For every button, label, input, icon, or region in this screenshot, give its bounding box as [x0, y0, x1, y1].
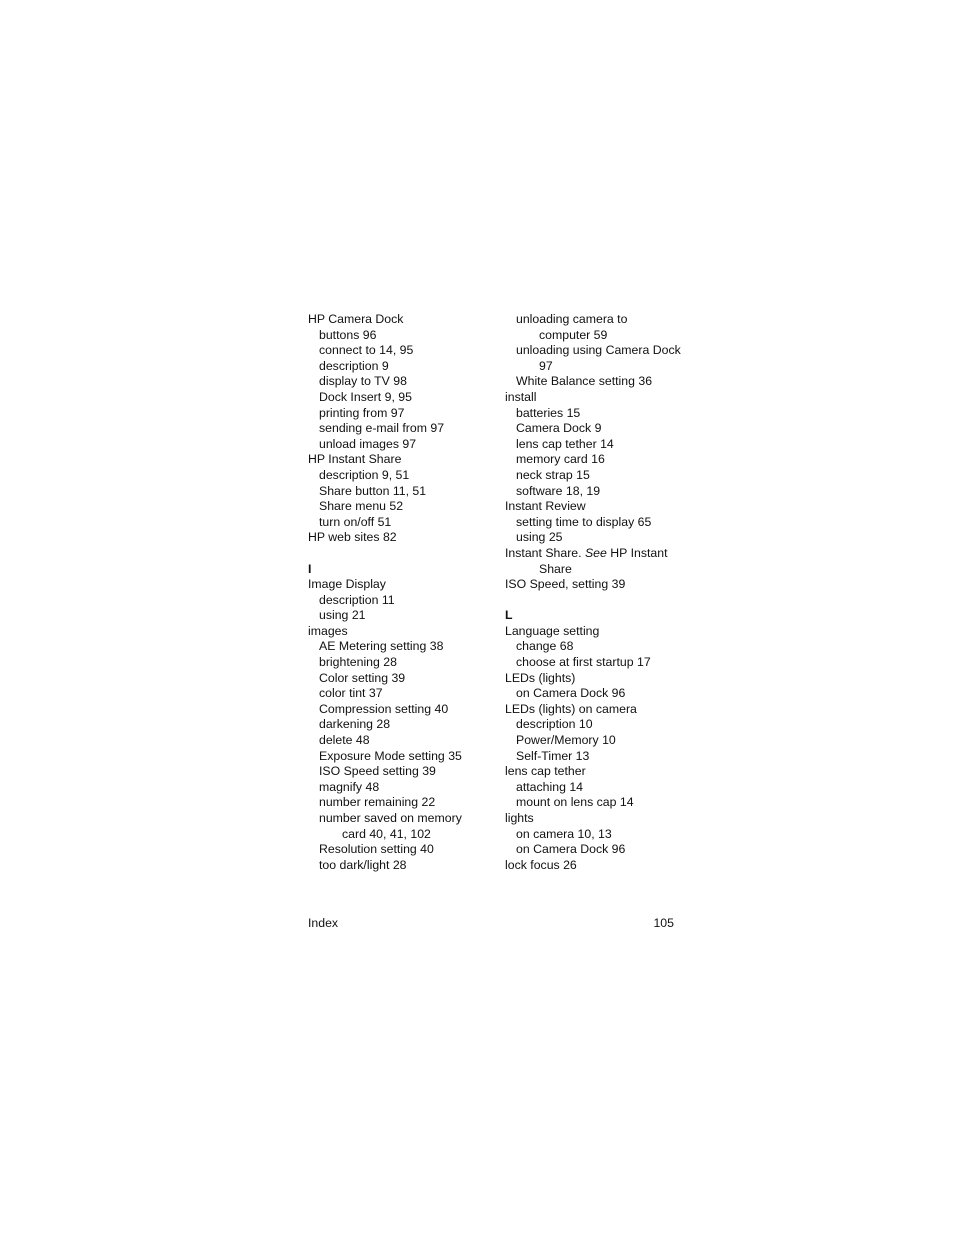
index-subentry: [505, 733, 680, 749]
index-continuation: [308, 827, 498, 843]
index-subentry: [308, 593, 498, 609]
index-entry-text: display to TV 98: [319, 374, 407, 389]
index-entry-text: card 40, 41, 102: [342, 826, 431, 841]
index-subentry: [308, 717, 498, 733]
index-main-entry: [505, 858, 680, 874]
index-subentry: [308, 733, 498, 749]
index-subentry: [505, 686, 680, 702]
index-subentry: [308, 406, 498, 422]
index-entry-text: ISO Speed, setting 39: [505, 577, 626, 592]
index-subentry: [308, 842, 498, 858]
index-entry-text: sending e-mail from 97: [319, 421, 445, 436]
index-subentry: [308, 484, 498, 500]
index-entry-text: Instant Share.: [505, 545, 585, 560]
index-subentry: [308, 421, 498, 437]
index-subentry: [505, 421, 680, 437]
index-entry-text: HP Instant Share: [308, 452, 402, 467]
index-subentry: [308, 468, 498, 484]
index-entry-text: using 25: [516, 530, 563, 545]
index-subentry: [505, 406, 680, 422]
index-entry-text: description 9, 51: [319, 467, 410, 482]
index-entry-text: color tint 37: [319, 686, 383, 701]
index-column-left: [308, 312, 498, 873]
index-subentry: [308, 608, 498, 624]
index-entry-text: 97: [539, 358, 553, 373]
index-main-entry: [505, 764, 680, 780]
index-subentry: [505, 374, 680, 390]
index-entry-text: Share button 11, 51: [319, 483, 427, 498]
index-subentry: [308, 343, 498, 359]
index-subentry: [308, 671, 498, 687]
index-entry-text: on Camera Dock 96: [516, 842, 626, 857]
index-entry-text: number remaining 22: [319, 795, 436, 810]
index-main-entry: [505, 671, 680, 687]
index-entry-text: brightening 28: [319, 655, 397, 670]
index-entry-text: on camera 10, 13: [516, 826, 612, 841]
index-entry-text: install: [505, 389, 537, 404]
index-subentry: [308, 499, 498, 515]
index-entry-text: L: [505, 608, 513, 623]
see-target: HP Instant: [606, 545, 668, 560]
index-subentry: [505, 452, 680, 468]
index-entry-text: magnify 48: [319, 779, 380, 794]
index-entry-text: White Balance setting 36: [516, 374, 653, 389]
index-subentry: [308, 655, 498, 671]
index-entry-text: neck strap 15: [516, 467, 590, 482]
index-entry-text: too dark/light 28: [319, 857, 407, 872]
index-entry-text: lens cap tether 14: [516, 436, 614, 451]
index-entry-text: lights: [505, 811, 534, 825]
index-subentry: [505, 312, 680, 328]
index-main-entry: [505, 546, 680, 562]
index-entry-text: Resolution setting 40: [319, 842, 434, 857]
index-subentry: [505, 343, 680, 359]
index-subentry: [308, 858, 498, 874]
footer-page-number: 105: [653, 916, 674, 930]
index-entry-text: buttons 96: [319, 327, 377, 342]
index-subentry: [505, 437, 680, 453]
index-entry-text: Dock Insert 9, 95: [319, 389, 412, 404]
index-section-letter: [308, 562, 498, 578]
index-entry-text: number saved on memory: [319, 811, 462, 825]
index-subentry: [505, 795, 680, 811]
index-continuation: [505, 562, 680, 578]
index-entry-text: setting time to display 65: [516, 514, 652, 529]
index-main-entry: [308, 624, 498, 640]
index-subentry: [308, 686, 498, 702]
index-entry-text: AE Metering setting 38: [319, 639, 444, 654]
index-entry-text: printing from 97: [319, 405, 405, 420]
index-main-entry: [505, 624, 680, 640]
index-subentry: [308, 639, 498, 655]
index-main-entry: [505, 577, 680, 593]
index-subentry: [308, 702, 498, 718]
index-subentry: [505, 842, 680, 858]
index-subentry: [308, 328, 498, 344]
index-subentry: [308, 795, 498, 811]
index-entry-text: Color setting 39: [319, 670, 406, 685]
index-entry-text: LEDs (lights) on camera: [505, 701, 637, 716]
index-subentry: [505, 515, 680, 531]
index-entry-text: HP Camera Dock: [308, 312, 404, 326]
index-entry-text: Share: [539, 561, 572, 576]
index-entry-text: LEDs (lights): [505, 670, 576, 685]
index-main-entry: [308, 577, 498, 593]
index-subentry: [505, 655, 680, 671]
index-subentry: [505, 484, 680, 500]
index-subentry: [505, 827, 680, 843]
index-entry-text: mount on lens cap 14: [516, 795, 634, 810]
index-entry-text: images: [308, 623, 348, 638]
index-subentry: [505, 780, 680, 796]
index-entry-text: unloading using Camera Dock: [516, 343, 681, 358]
index-section-letter: [505, 608, 680, 624]
index-subentry: [308, 749, 498, 765]
index-main-entry: [308, 530, 498, 546]
index-entry-text: HP web sites 82: [308, 530, 397, 545]
index-subentry: [308, 374, 498, 390]
index-entry-text: Language setting: [505, 623, 600, 638]
index-entry-text: software 18, 19: [516, 483, 601, 498]
index-entry-text: connect to 14, 95: [319, 343, 414, 358]
index-entry-text: change 68: [516, 639, 574, 654]
index-main-entry: [308, 312, 498, 328]
index-entry-text: attaching 14: [516, 779, 584, 794]
see-reference: See: [584, 545, 607, 560]
index-subentry: [505, 717, 680, 733]
index-entry-text: memory card 16: [516, 452, 605, 467]
index-subentry: [308, 390, 498, 406]
footer-section-label: Index: [308, 916, 339, 930]
index-subentry: [505, 639, 680, 655]
index-subentry: [308, 437, 498, 453]
index-continuation: [505, 328, 680, 344]
index-continuation: [505, 359, 680, 375]
index-main-entry: [505, 811, 680, 827]
index-subentry: [308, 359, 498, 375]
index-entry-text: unloading camera to: [516, 312, 628, 326]
index-entry-text: unload images 97: [319, 436, 417, 451]
index-subentry: [505, 749, 680, 765]
index-entry-text: darkening 28: [319, 717, 391, 732]
index-spacer: [505, 593, 680, 609]
index-entry-text: choose at first startup 17: [516, 655, 651, 670]
index-entry-text: turn on/off 51: [319, 514, 392, 529]
index-entry-text: computer 59: [539, 327, 608, 342]
index-main-entry: [505, 499, 680, 515]
index-entry-text: Camera Dock 9: [516, 421, 602, 436]
index-subentry: [308, 780, 498, 796]
index-spacer: [308, 546, 498, 562]
index-entry-text: Power/Memory 10: [516, 733, 616, 748]
index-entry-text: description 10: [516, 717, 593, 732]
index-subentry: [505, 530, 680, 546]
index-subentry: [308, 811, 498, 827]
index-entry-text: using 21: [319, 608, 366, 623]
index-entry-text: Compression setting 40: [319, 701, 449, 716]
index-entry-text: I: [308, 561, 312, 576]
index-entry-text: description 9: [319, 358, 389, 373]
index-entry-text: on Camera Dock 96: [516, 686, 626, 701]
index-entry-text: batteries 15: [516, 405, 581, 420]
index-entry-text: Self-Timer 13: [516, 748, 590, 763]
index-entry-text: Instant Review: [505, 499, 586, 514]
index-entry-text: lens cap tether: [505, 764, 586, 779]
index-entry-text: delete 48: [319, 733, 370, 748]
index-entry-text: Exposure Mode setting 35: [319, 748, 462, 763]
index-entry-text: Share menu 52: [319, 499, 404, 514]
index-entry-text: description 11: [319, 592, 395, 607]
index-entry-text: Image Display: [308, 577, 386, 592]
index-subentry: [505, 468, 680, 484]
index-subentry: [308, 515, 498, 531]
index-column-right: [505, 312, 680, 873]
index-main-entry: [505, 390, 680, 406]
index-main-entry: [308, 452, 498, 468]
index-main-entry: [505, 702, 680, 718]
index-subentry: [308, 764, 498, 780]
index-entry-text: ISO Speed setting 39: [319, 764, 436, 779]
index-entry-text: lock focus 26: [505, 857, 577, 872]
